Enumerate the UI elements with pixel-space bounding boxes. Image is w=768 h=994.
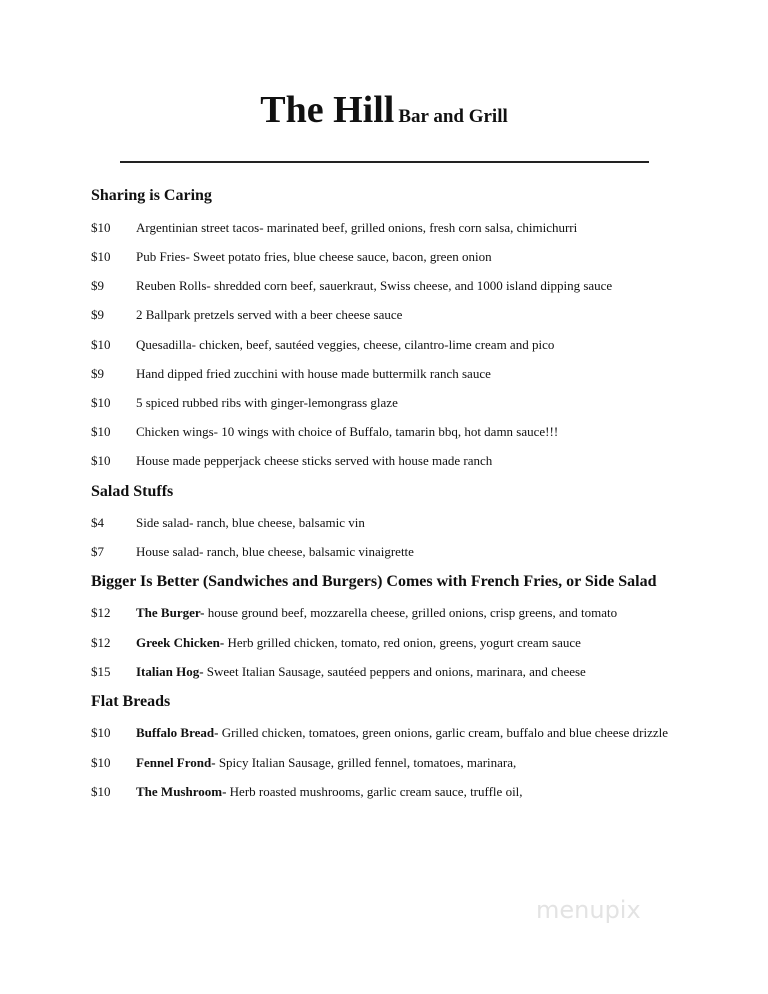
item-price: $4 [91, 515, 104, 530]
item-description [136, 784, 523, 800]
item-price: $9 [91, 366, 104, 381]
section-title-flatbreads: Flat Breads [91, 693, 171, 710]
item-price: $10 [91, 755, 111, 770]
item-description [136, 605, 617, 621]
section-title-sandwiches: Bigger Is Better (Sandwiches and Burgers) Comes with French Fries, or Side Salad [91, 573, 657, 590]
item-description: 5 spiced rubbed ribs with ginger-lemongrass glaze [136, 395, 398, 410]
restaurant-subtitle: Bar and Grill [398, 106, 508, 127]
item-description [136, 755, 516, 771]
item-details: Herb grilled chicken, tomato, red onion, greens, yogurt cream sauce [224, 635, 581, 650]
menu-title [0, 88, 768, 132]
item-price: $9 [91, 307, 104, 322]
item-description: Side salad- ranch, blue cheese, balsamic vin [136, 515, 365, 530]
title-divider [120, 161, 649, 163]
restaurant-name: The Hill [260, 89, 395, 131]
item-price: $10 [91, 784, 111, 799]
item-name: Greek Chicken- [136, 635, 225, 650]
item-description: Argentinian street tacos- marinated beef, grilled onions, fresh corn salsa, chimichurri [136, 220, 578, 235]
item-description: 2 Ballpark pretzels served with a beer cheese sauce [136, 307, 403, 322]
item-price: $15 [91, 664, 111, 679]
item-description: Hand dipped fried zucchini with house made buttermilk ranch sauce [136, 366, 491, 381]
item-price: $10 [91, 249, 111, 264]
item-price: $12 [91, 605, 111, 620]
item-price: $7 [91, 544, 104, 559]
item-price: $9 [91, 278, 104, 293]
item-price: $10 [91, 337, 111, 352]
section-title-sharing: Sharing is Caring [91, 187, 212, 204]
item-price: $10 [91, 453, 111, 468]
section-title-salad: Salad Stuffs [91, 483, 174, 500]
item-description [136, 635, 581, 651]
item-price: $10 [91, 424, 111, 439]
item-description [136, 664, 586, 680]
item-name: The Mushroom- [136, 784, 227, 799]
item-price: $12 [91, 635, 111, 650]
item-description: House salad- ranch, blue cheese, balsamic vinaigrette [136, 544, 414, 559]
item-name: Italian Hog- [136, 664, 204, 679]
menupix-watermark: menupix [536, 896, 641, 924]
item-details: house ground beef, mozzarella cheese, grilled onions, crisp greens, and tomato [204, 605, 618, 620]
item-price: $10 [91, 220, 111, 235]
item-details: Grilled chicken, tomatoes, green onions, garlic cream, buffalo and blue cheese drizzle [218, 725, 668, 740]
item-name: Fennel Frond- [136, 755, 216, 770]
item-details: Spicy Italian Sausage, grilled fennel, tomatoes, marinara, [215, 755, 517, 770]
item-details: Herb roasted mushrooms, garlic cream sauce, truffle oil, [226, 784, 523, 799]
item-description: Chicken wings- 10 wings with choice of Buffalo, tamarin bbq, hot damn sauce!!! [136, 424, 559, 439]
item-details: Sweet Italian Sausage, sautéed peppers and onions, marinara, and cheese [203, 664, 586, 679]
item-price: $10 [91, 725, 111, 740]
item-name: Buffalo Bread- [136, 725, 219, 740]
item-description: Quesadilla- chicken, beef, sautéed veggies, cheese, cilantro-lime cream and pico [136, 337, 555, 352]
item-name: The Burger- [136, 605, 205, 620]
item-description: House made pepperjack cheese sticks served with house made ranch [136, 453, 493, 468]
item-description: Reuben Rolls- shredded corn beef, sauerkraut, Swiss cheese, and 1000 island dipping sauce [136, 278, 613, 293]
item-description: Pub Fries- Sweet potato fries, blue cheese sauce, bacon, green onion [136, 249, 492, 264]
item-price: $10 [91, 395, 111, 410]
item-description [136, 725, 668, 741]
